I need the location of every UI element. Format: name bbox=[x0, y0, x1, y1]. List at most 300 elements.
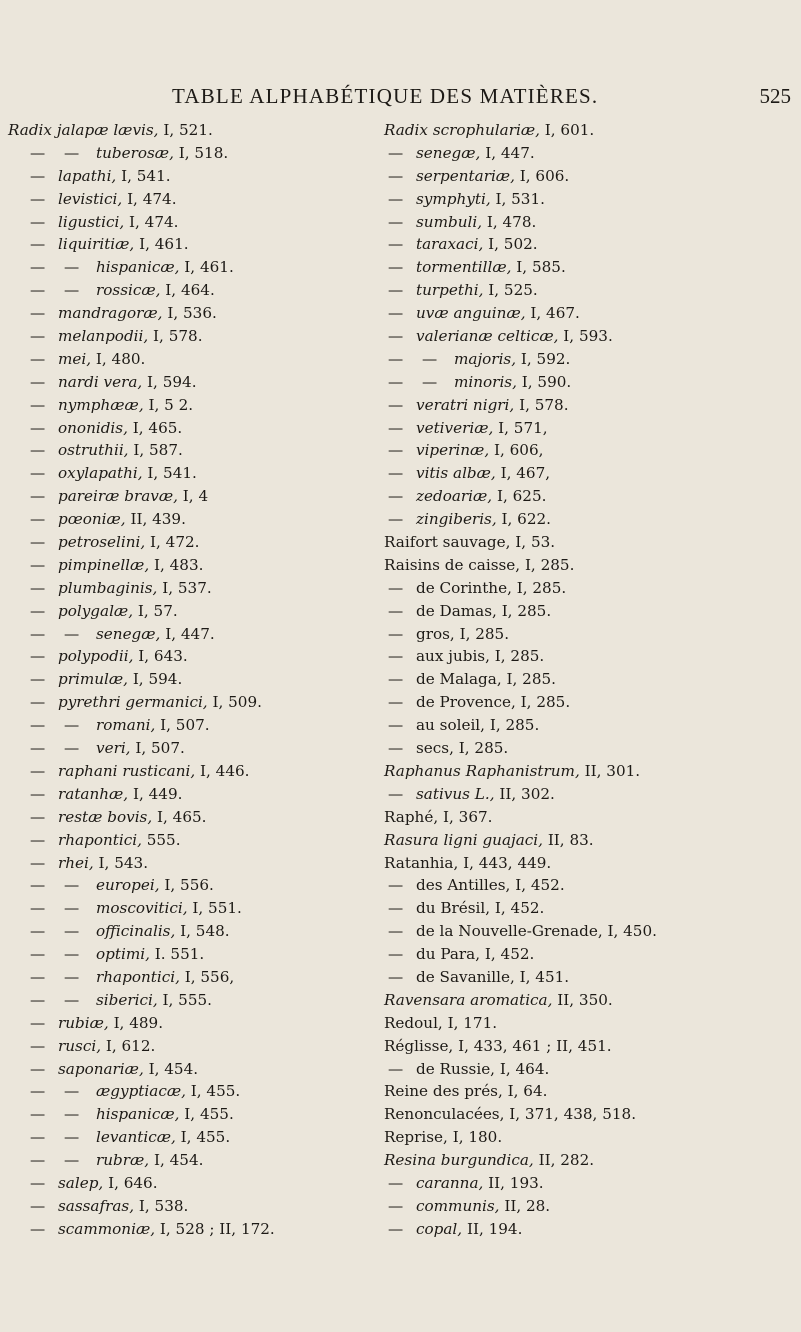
entry-reference: I, 285. bbox=[506, 670, 556, 689]
entry-reference: I, 594. bbox=[147, 372, 197, 391]
entry-reference: I, 480. bbox=[95, 349, 146, 368]
entry-reference: I, 536. bbox=[167, 304, 217, 323]
entry-subterm: de Russie, bbox=[416, 1059, 500, 1078]
entry-reference: II, 301. bbox=[584, 761, 641, 780]
entry-reference: I, 455. bbox=[184, 1105, 234, 1124]
entry-reference: I, 525. bbox=[488, 281, 538, 300]
index-entry bbox=[0, 233, 390, 256]
index-entry bbox=[0, 852, 390, 875]
ditto-dash: — bbox=[388, 189, 404, 208]
entry-latin-term: ligustici, bbox=[58, 212, 129, 231]
entry-reference: I, 555. bbox=[162, 990, 212, 1009]
index-entry bbox=[0, 462, 390, 485]
ditto-dash: — bbox=[30, 1151, 46, 1170]
ditto-dash: — bbox=[30, 853, 46, 872]
ditto-dash: — bbox=[30, 761, 46, 780]
index-entry bbox=[372, 188, 762, 211]
entry-subterm: de Corinthe, bbox=[416, 578, 517, 597]
index-entry bbox=[0, 211, 390, 234]
ditto-dash: — bbox=[30, 304, 46, 323]
index-entry bbox=[0, 119, 390, 142]
ditto-dash: — bbox=[64, 967, 80, 986]
entry-latin-term: moscovitici, bbox=[96, 899, 193, 918]
index-entry bbox=[0, 600, 390, 623]
index-entry bbox=[0, 874, 390, 897]
index-entry bbox=[372, 989, 762, 1012]
ditto-dash: — bbox=[64, 945, 80, 964]
entry-reference: I, 57. bbox=[137, 601, 178, 620]
entry-headword: Réglisse, bbox=[384, 1036, 459, 1055]
ditto-dash: — bbox=[388, 418, 404, 437]
entry-latin-term: hispanicæ, bbox=[96, 258, 185, 277]
entry-reference: I, 643. bbox=[138, 647, 188, 666]
ditto-dash: — bbox=[30, 647, 46, 666]
index-entry bbox=[0, 897, 390, 920]
entry-reference: I, 507. bbox=[160, 716, 210, 735]
index-entry bbox=[372, 645, 762, 668]
index-entry bbox=[0, 829, 390, 852]
entry-reference: I, 541. bbox=[121, 166, 171, 185]
ditto-dash: — bbox=[30, 1219, 46, 1238]
entry-latin-term: rossicæ, bbox=[96, 281, 166, 300]
index-entry bbox=[0, 394, 390, 417]
ditto-dash: — bbox=[30, 1196, 46, 1215]
ditto-dash: — bbox=[30, 349, 46, 368]
entry-subterm: du Para, bbox=[416, 945, 485, 964]
entry-latin-term: pareiræ bravæ, bbox=[58, 487, 183, 506]
entry-reference: I, 285. bbox=[494, 647, 545, 666]
index-entry bbox=[372, 1218, 762, 1241]
index-entry bbox=[372, 1035, 762, 1058]
ditto-dash: — bbox=[30, 990, 46, 1009]
entry-reference: I, 622. bbox=[501, 510, 551, 529]
entry-reference: I, 452. bbox=[494, 899, 545, 918]
index-entry bbox=[0, 348, 390, 371]
entry-latin-term: vitis albæ, bbox=[416, 464, 501, 483]
ditto-dash: — bbox=[30, 624, 46, 643]
index-entry bbox=[0, 554, 390, 577]
entry-reference: I, 452. bbox=[515, 876, 565, 895]
entry-latin-term: siberici, bbox=[96, 990, 163, 1009]
entry-reference: I, 447. bbox=[165, 624, 215, 643]
entry-headword: Radix bbox=[8, 121, 57, 139]
index-entry bbox=[0, 371, 390, 394]
ditto-dash: — bbox=[30, 1036, 46, 1055]
entry-reference: I, 625. bbox=[496, 487, 547, 506]
entry-reference: I, 53. bbox=[515, 533, 556, 552]
entry-reference: I, 285. bbox=[501, 601, 552, 620]
index-entry bbox=[372, 943, 762, 966]
ditto-dash: — bbox=[64, 922, 80, 941]
entry-latin-term: caranna, bbox=[416, 1173, 489, 1192]
ditto-dash: — bbox=[30, 601, 46, 620]
entry-latin-term: sumbuli, bbox=[416, 212, 487, 231]
entry-latin-term: Ravensara aromatica, bbox=[384, 990, 558, 1009]
entry-latin-term: Rasura ligni guajaci, bbox=[384, 830, 548, 849]
index-entry bbox=[372, 852, 762, 875]
index-column-right bbox=[372, 119, 762, 1241]
ditto-dash: — bbox=[388, 166, 404, 185]
entry-reference: I, 449. bbox=[132, 784, 183, 803]
ditto-dash: — bbox=[388, 876, 404, 895]
index-entry bbox=[372, 279, 762, 302]
index-entry bbox=[372, 554, 762, 577]
index-entry bbox=[0, 1149, 390, 1172]
ditto-dash: — bbox=[388, 372, 404, 391]
entry-subterm: de Damas, bbox=[416, 601, 502, 620]
index-entry bbox=[0, 1080, 390, 1103]
ditto-dash: — bbox=[30, 922, 46, 941]
index-entry bbox=[0, 1172, 390, 1195]
entry-latin-term: tormentillæ, bbox=[416, 258, 517, 277]
index-entry bbox=[0, 508, 390, 531]
index-entry bbox=[372, 783, 762, 806]
entry-reference: I, 509. bbox=[212, 693, 262, 712]
entry-latin-term: turpethi, bbox=[416, 281, 489, 300]
index-entry bbox=[372, 1195, 762, 1218]
ditto-dash: — bbox=[30, 670, 46, 689]
index-entry bbox=[0, 1218, 390, 1241]
ditto-dash: — bbox=[30, 281, 46, 300]
ditto-dash: — bbox=[30, 1059, 46, 1078]
entry-headword: Raisins de caisse, bbox=[384, 555, 525, 574]
entry-latin-term: zingiberis, bbox=[416, 510, 502, 529]
index-entry bbox=[372, 508, 762, 531]
entry-latin-term: senegæ, bbox=[96, 624, 166, 643]
entry-reference: I, 464. bbox=[165, 281, 215, 300]
entry-latin-term: melanpodii, bbox=[58, 327, 154, 346]
index-entry bbox=[0, 577, 390, 600]
index-entry bbox=[372, 760, 762, 783]
entry-reference: I, 528 ; II, 172. bbox=[159, 1219, 275, 1238]
entry-subterm: du Brésil, bbox=[416, 899, 495, 918]
entry-latin-term: officinalis, bbox=[96, 922, 181, 941]
entry-reference: I, 455. bbox=[190, 1082, 241, 1101]
entry-reference: I, 594. bbox=[132, 670, 183, 689]
index-entry bbox=[0, 989, 390, 1012]
index-entry bbox=[0, 1035, 390, 1058]
entry-latin-term: rhapontici, bbox=[58, 830, 147, 849]
index-entry bbox=[0, 691, 390, 714]
entry-latin-term: rhapontici, bbox=[96, 967, 185, 986]
ditto-dash: — bbox=[388, 212, 404, 231]
entry-latin-term: rusci, bbox=[58, 1036, 106, 1055]
entry-latin-term: sassafras, bbox=[58, 1196, 139, 1215]
entry-latin-term: romani, bbox=[96, 716, 161, 735]
entry-reference: I, 452. bbox=[484, 945, 535, 964]
index-entry bbox=[0, 142, 390, 165]
entry-reference: I, 464. bbox=[499, 1059, 550, 1078]
entry-headword: Redoul, bbox=[384, 1013, 448, 1032]
page-number: 525 bbox=[759, 84, 791, 108]
entry-reference: I, 571, bbox=[498, 418, 548, 437]
entry-latin-term: Raphanus Raphanistrum, bbox=[384, 761, 585, 780]
index-entry bbox=[0, 920, 390, 943]
entry-subterm: au soleil, bbox=[416, 716, 490, 735]
entry-reference: I, 548. bbox=[180, 922, 230, 941]
ditto-dash: — bbox=[30, 1173, 46, 1192]
entry-reference: I, 489. bbox=[113, 1013, 164, 1032]
index-entry bbox=[372, 439, 762, 462]
entry-reference: I, 433, 461 ; II, 451. bbox=[458, 1036, 612, 1055]
entry-reference: I, 578. bbox=[153, 327, 203, 346]
index-entry bbox=[372, 806, 762, 829]
ditto-dash: — bbox=[30, 807, 46, 826]
ditto-dash: — bbox=[30, 258, 46, 277]
index-entry bbox=[0, 714, 390, 737]
index-entry bbox=[372, 485, 762, 508]
ditto-dash: — bbox=[388, 967, 404, 986]
entry-latin-term: majoris, bbox=[454, 349, 521, 368]
entry-headword: Reprise, bbox=[384, 1128, 453, 1147]
index-entry bbox=[372, 325, 762, 348]
entry-latin-term: ononidis, bbox=[58, 418, 133, 437]
ditto-dash: — bbox=[30, 143, 46, 162]
entry-reference: I, 285. bbox=[458, 739, 509, 758]
entry-latin-term: petroselini, bbox=[58, 533, 151, 552]
entry-reference: I, 502. bbox=[488, 235, 538, 254]
index-entry bbox=[372, 1172, 762, 1195]
entry-latin-term: raphani rusticani, bbox=[58, 761, 200, 780]
ditto-dash: — bbox=[30, 1082, 46, 1101]
entry-headword: Renonculacées, bbox=[384, 1105, 510, 1124]
ditto-dash: — bbox=[30, 395, 46, 414]
ditto-dash: — bbox=[388, 922, 404, 941]
ditto-dash: — bbox=[30, 235, 46, 254]
ditto-dash: — bbox=[388, 784, 404, 803]
entry-reference: I, 592. bbox=[520, 349, 571, 368]
entry-headword: Reine des prés, bbox=[384, 1082, 508, 1101]
index-entry bbox=[0, 806, 390, 829]
entry-reference: I, 541. bbox=[147, 464, 197, 483]
entry-reference: I, 578. bbox=[519, 395, 569, 414]
entry-reference: I, 465. bbox=[157, 807, 207, 826]
entry-latin-term: levanticæ, bbox=[96, 1128, 181, 1147]
entry-reference: I, 64. bbox=[507, 1082, 548, 1101]
entry-latin-term: pyrethri germanici, bbox=[58, 693, 213, 712]
ditto-dash: — bbox=[30, 1128, 46, 1147]
ditto-dash: — bbox=[388, 235, 404, 254]
entry-reference: I, 461. bbox=[184, 258, 234, 277]
entry-subterm: de Malaga, bbox=[416, 670, 507, 689]
entry-latin-term: minoris, bbox=[454, 372, 522, 391]
ditto-dash: — bbox=[30, 1013, 46, 1032]
entry-latin-term: ostruthii, bbox=[58, 441, 134, 460]
ditto-dash: — bbox=[64, 1105, 80, 1124]
entry-subterm: gros, bbox=[416, 624, 460, 643]
index-entry bbox=[0, 623, 390, 646]
entry-latin-term: jalapæ lævis, bbox=[56, 121, 164, 139]
ditto-dash: — bbox=[30, 418, 46, 437]
index-entry bbox=[0, 165, 390, 188]
entry-latin-term: tuberosæ, bbox=[96, 143, 179, 162]
entry-latin-term: uvæ anguinæ, bbox=[416, 304, 531, 323]
ditto-dash: — bbox=[30, 784, 46, 803]
entry-latin-term: taraxaci, bbox=[416, 235, 489, 254]
entry-reference: I, 461. bbox=[139, 235, 189, 254]
entry-subterm: aux jubis, bbox=[416, 647, 495, 666]
index-entry bbox=[372, 233, 762, 256]
entry-latin-term: veri, bbox=[96, 739, 136, 758]
index-entry bbox=[0, 417, 390, 440]
ditto-dash: — bbox=[388, 304, 404, 323]
ditto-dash: — bbox=[64, 739, 80, 758]
ditto-dash: — bbox=[30, 510, 46, 529]
entry-reference: I, 606. bbox=[519, 166, 570, 185]
ditto-dash: — bbox=[64, 716, 80, 735]
index-entry bbox=[0, 783, 390, 806]
index-entry bbox=[372, 691, 762, 714]
index-entry bbox=[0, 256, 390, 279]
entry-latin-term: viperinæ, bbox=[416, 441, 494, 460]
ditto-dash: — bbox=[64, 1082, 80, 1101]
entry-latin-term: restæ bovis, bbox=[58, 807, 158, 826]
ditto-dash: — bbox=[422, 372, 438, 391]
ditto-dash: — bbox=[30, 166, 46, 185]
index-entry bbox=[372, 256, 762, 279]
index-entry bbox=[372, 600, 762, 623]
entry-reference: II, 194. bbox=[466, 1219, 523, 1238]
entry-reference: I, 551. bbox=[192, 899, 242, 918]
entry-reference: I, 531. bbox=[495, 189, 545, 208]
ditto-dash: — bbox=[64, 624, 80, 643]
ditto-dash: — bbox=[30, 372, 46, 391]
ditto-dash: — bbox=[64, 258, 80, 277]
entry-reference: I, 474. bbox=[129, 212, 179, 231]
ditto-dash: — bbox=[64, 990, 80, 1009]
index-entry bbox=[372, 1012, 762, 1035]
entry-reference: I, 467, bbox=[500, 464, 551, 483]
entry-reference: I, 646. bbox=[108, 1173, 158, 1192]
index-entry bbox=[0, 302, 390, 325]
entry-reference: I, 285. bbox=[489, 716, 540, 735]
index-entry bbox=[372, 1103, 762, 1126]
ditto-dash: — bbox=[30, 899, 46, 918]
ditto-dash: — bbox=[388, 143, 404, 162]
ditto-dash: — bbox=[64, 899, 80, 918]
entry-latin-term: rubræ, bbox=[96, 1151, 154, 1170]
ditto-dash: — bbox=[64, 1128, 80, 1147]
entry-reference: I, 465. bbox=[132, 418, 183, 437]
index-entry bbox=[372, 668, 762, 691]
entry-reference: I, 538. bbox=[138, 1196, 189, 1215]
index-entry bbox=[0, 645, 390, 668]
index-entry bbox=[372, 165, 762, 188]
entry-reference: II, 83. bbox=[547, 830, 594, 849]
entry-reference: I, 467. bbox=[530, 304, 580, 323]
entry-latin-term: lapathi, bbox=[58, 166, 122, 185]
index-entry bbox=[372, 737, 762, 760]
entry-reference: II, 282. bbox=[538, 1151, 595, 1170]
entry-headword: Raifort sauvage, bbox=[384, 533, 516, 552]
ditto-dash: — bbox=[30, 693, 46, 712]
entry-latin-term: hispanicæ, bbox=[96, 1105, 185, 1124]
ditto-dash: — bbox=[388, 1219, 404, 1238]
entry-reference: I, 606, bbox=[493, 441, 544, 460]
entry-reference: I, 556. bbox=[164, 876, 214, 895]
entry-latin-term: nardi vera, bbox=[58, 372, 148, 391]
entry-reference: I, 451. bbox=[519, 967, 570, 986]
ditto-dash: — bbox=[422, 349, 438, 368]
entry-latin-term: vetiveriæ, bbox=[416, 418, 499, 437]
entry-reference: II, 439. bbox=[130, 510, 186, 529]
ditto-dash: — bbox=[388, 327, 404, 346]
entry-subterm: secs, bbox=[416, 739, 459, 758]
entry-latin-term: oxylapathi, bbox=[58, 464, 148, 483]
ditto-dash: — bbox=[388, 578, 404, 597]
entry-reference: I, 450. bbox=[607, 922, 657, 941]
index-entry bbox=[372, 348, 762, 371]
entry-reference: I, 455. bbox=[180, 1128, 231, 1147]
ditto-dash: — bbox=[30, 327, 46, 346]
ditto-dash: — bbox=[388, 1173, 404, 1192]
entry-reference: I, 371, 438, 518. bbox=[509, 1105, 637, 1124]
ditto-dash: — bbox=[30, 739, 46, 758]
entry-latin-term: polypodii, bbox=[58, 647, 139, 666]
entry-reference: I, 543. bbox=[98, 853, 149, 872]
ditto-dash: — bbox=[388, 464, 404, 483]
entry-reference: I, 454. bbox=[148, 1059, 199, 1078]
entry-latin-term: saponariæ, bbox=[58, 1059, 149, 1078]
index-entry bbox=[372, 302, 762, 325]
entry-latin-term: ægyptiacæ, bbox=[96, 1082, 191, 1101]
entry-subterm: des Antilles, bbox=[416, 876, 516, 895]
ditto-dash: — bbox=[388, 899, 404, 918]
index-entry bbox=[0, 1126, 390, 1149]
entry-reference: I, 454. bbox=[153, 1151, 204, 1170]
entry-latin-term: levistici, bbox=[58, 189, 128, 208]
ditto-dash: — bbox=[64, 876, 80, 895]
entry-latin-term: valerianæ celticæ, bbox=[416, 327, 564, 346]
ditto-dash: — bbox=[30, 189, 46, 208]
entry-reference: I, 556, bbox=[184, 967, 235, 986]
ditto-dash: — bbox=[388, 601, 404, 620]
index-entry bbox=[372, 462, 762, 485]
entry-latin-term: symphyti, bbox=[416, 189, 496, 208]
entry-latin-term: ratanhæ, bbox=[58, 784, 133, 803]
index-entry bbox=[372, 142, 762, 165]
entry-latin-term: optimi, bbox=[96, 945, 155, 964]
entry-reference: I, 285. bbox=[520, 693, 571, 712]
entry-reference: I, 585. bbox=[516, 258, 566, 277]
entry-reference: 555. bbox=[146, 830, 181, 849]
ditto-dash: — bbox=[388, 624, 404, 643]
entry-reference: I, 446. bbox=[200, 761, 250, 780]
entry-reference: I, 612. bbox=[105, 1036, 156, 1055]
index-entry bbox=[372, 1126, 762, 1149]
entry-reference: II, 28. bbox=[504, 1196, 551, 1215]
entry-reference: I, 285. bbox=[459, 624, 510, 643]
entry-subterm: de la Nouvelle-Grenade, bbox=[416, 922, 608, 941]
entry-reference: I, 537. bbox=[162, 578, 212, 597]
index-entry bbox=[0, 668, 390, 691]
ditto-dash: — bbox=[388, 647, 404, 666]
entry-reference: I, 443, 449. bbox=[463, 853, 552, 872]
entry-headword: Radix bbox=[384, 121, 433, 139]
entry-reference: I, 478. bbox=[486, 212, 537, 231]
ditto-dash: — bbox=[388, 1059, 404, 1078]
entry-reference: I, 474. bbox=[127, 189, 177, 208]
entry-reference: I, 447. bbox=[485, 143, 535, 162]
entry-reference: I, 518. bbox=[178, 143, 229, 162]
index-entry bbox=[372, 1149, 762, 1172]
entry-latin-term: senegæ, bbox=[416, 143, 486, 162]
entry-reference: I, 507. bbox=[135, 739, 185, 758]
index-entry bbox=[0, 485, 390, 508]
entry-reference: I, 590. bbox=[521, 372, 572, 391]
index-entry bbox=[0, 1103, 390, 1126]
entry-latin-term: serpentariæ, bbox=[416, 166, 520, 185]
